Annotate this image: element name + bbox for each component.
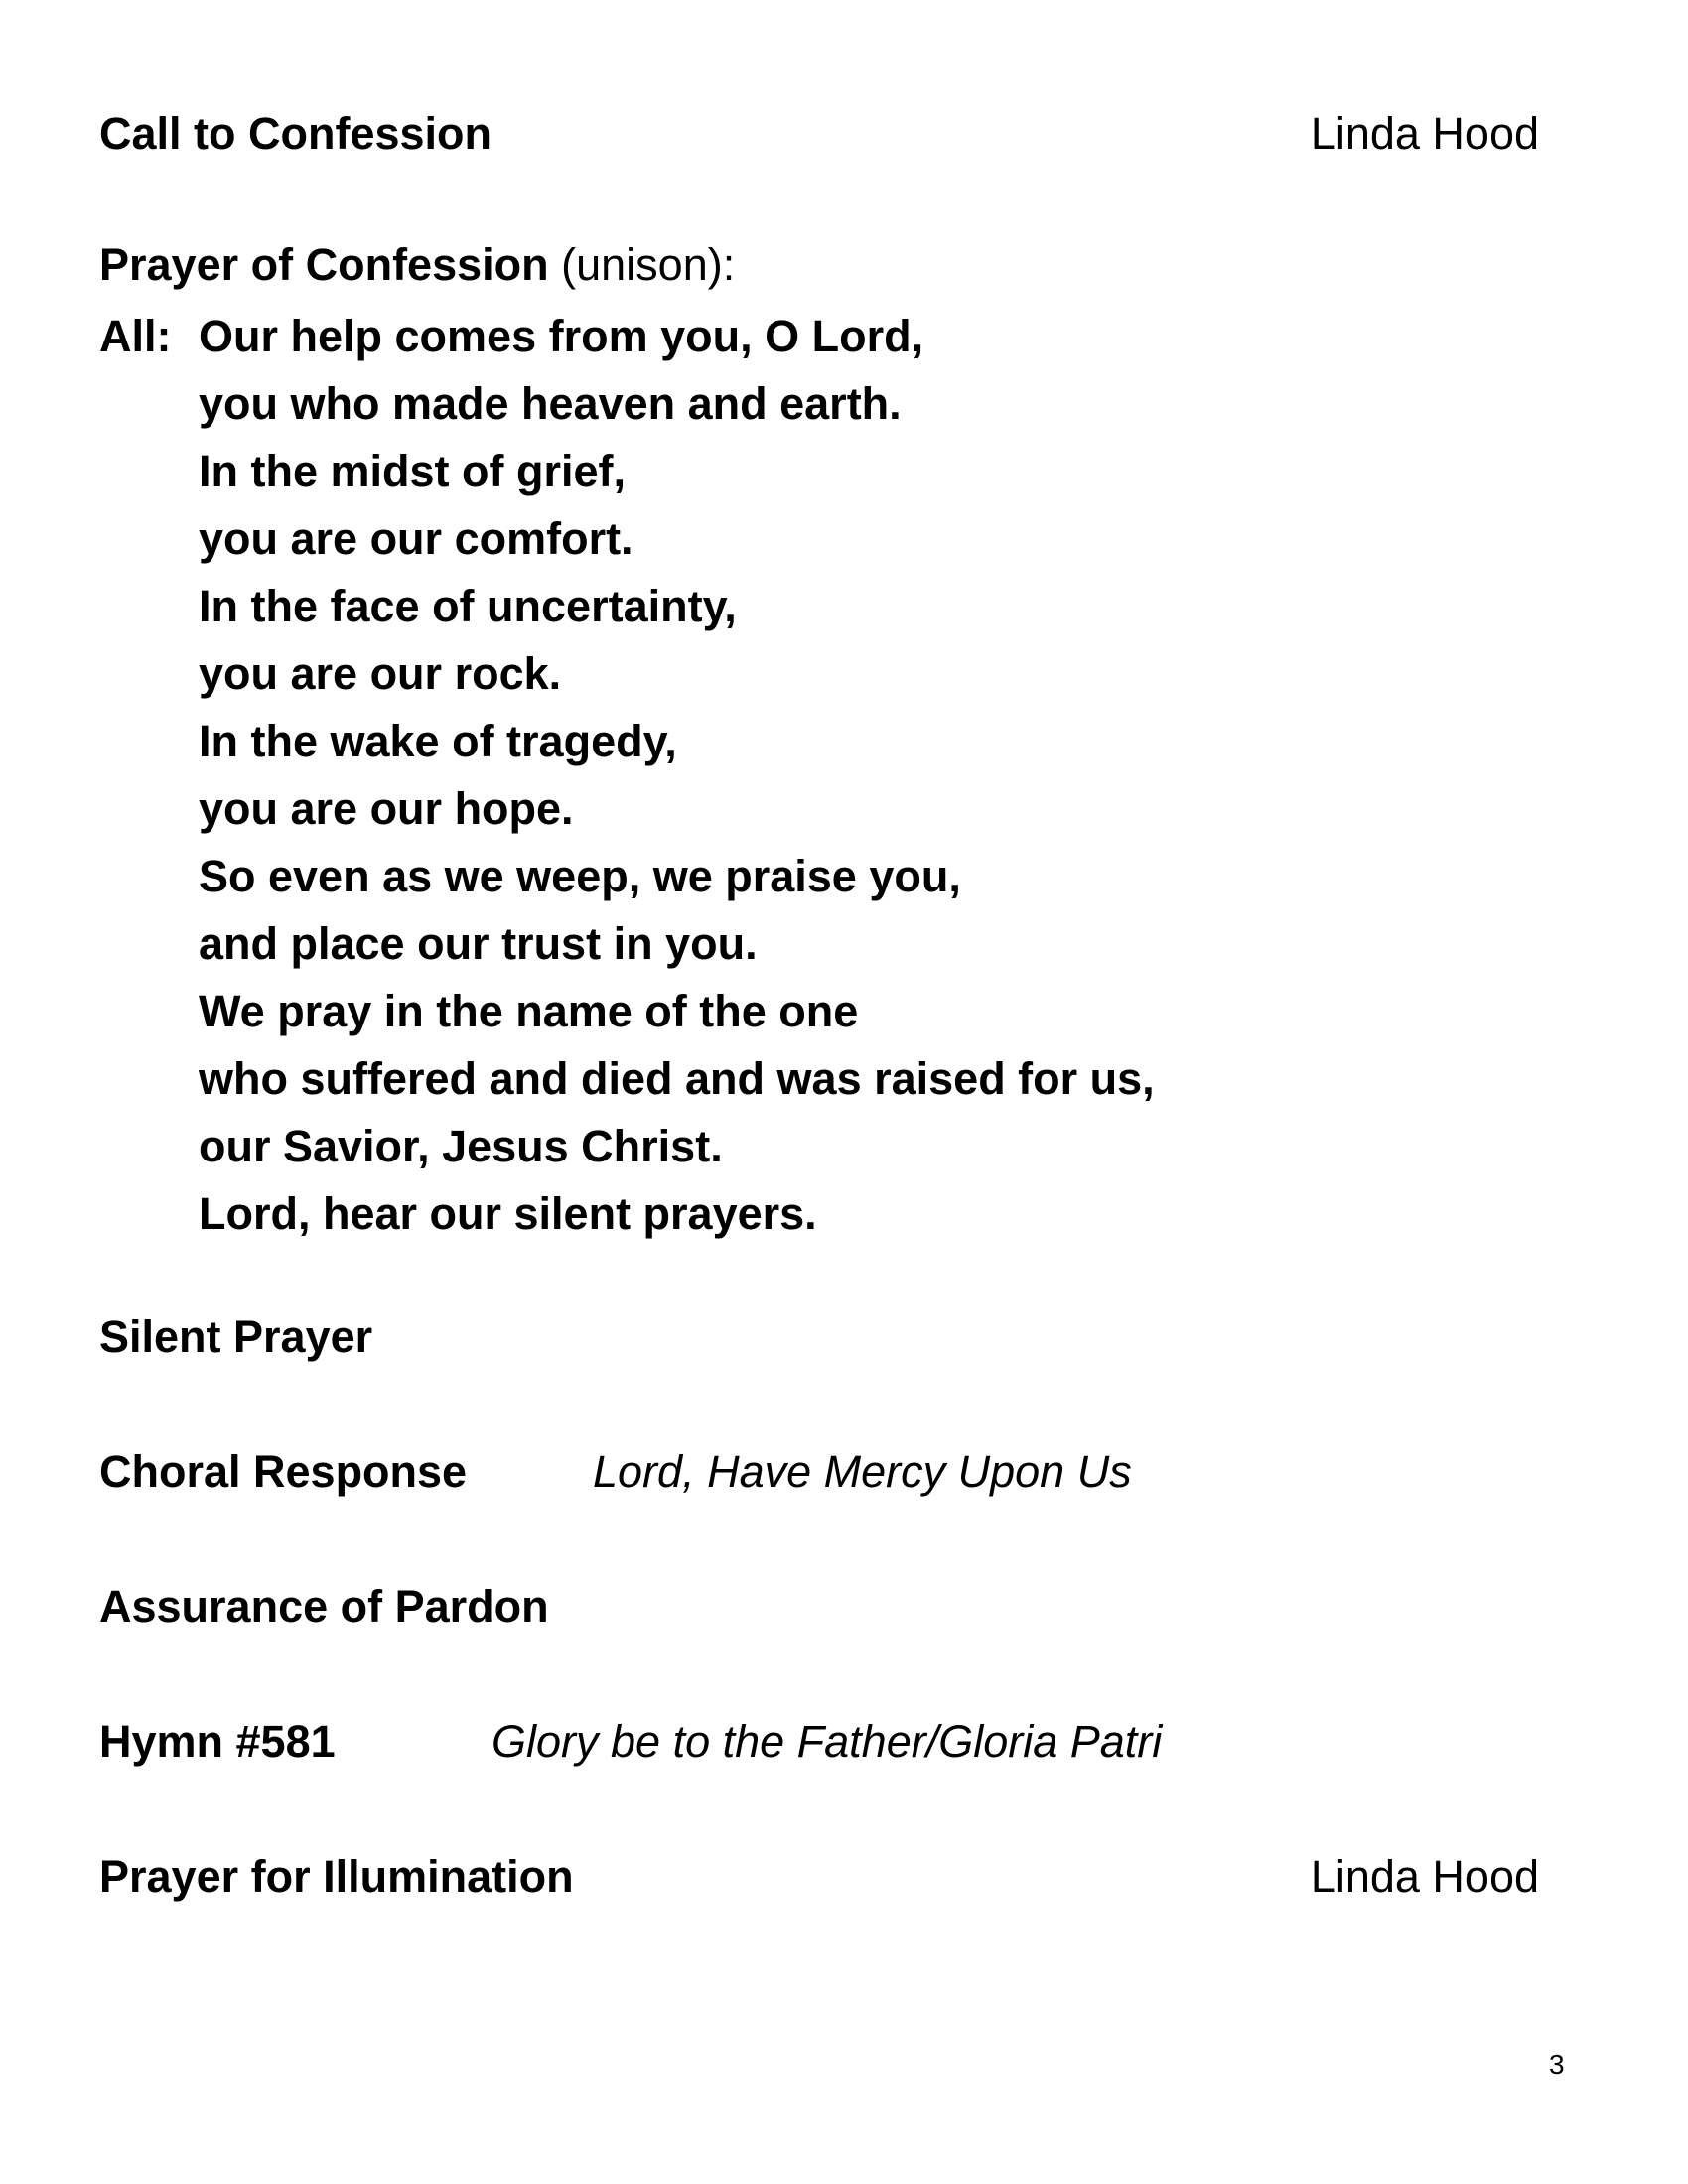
choral-response-row (99, 1442, 1539, 1502)
hymn-piece: Glory be to the Father/Gloria Patri (492, 1716, 1163, 1767)
silent-prayer-title: Silent Prayer (99, 1311, 373, 1362)
call-to-confession-leader: Linda Hood (1310, 108, 1539, 159)
prayer-line: In the face of uncertainty, (199, 581, 737, 631)
assurance-of-pardon-title: Assurance of Pardon (99, 1581, 549, 1632)
assurance-of-pardon-row (99, 1577, 1539, 1637)
prayer-line: you who made heaven and earth. (199, 378, 902, 429)
prayer-speaker-label: All: (99, 311, 172, 361)
prayer-line: So even as we weep, we praise you, (199, 851, 961, 901)
choral-response-piece: Lord, Have Mercy Upon Us (593, 1446, 1132, 1497)
prayer-line: Lord, hear our silent prayers. (199, 1188, 817, 1239)
prayer-line: Our help comes from you, O Lord, (199, 311, 924, 361)
prayer-lines (199, 303, 1390, 1248)
prayer-of-confession-title: Prayer of Confession (99, 239, 549, 290)
choral-response-title: Choral Response (99, 1446, 468, 1497)
page-number: 3 (1549, 2049, 1565, 2080)
prayer-line: We pray in the name of the one (199, 986, 859, 1036)
silent-prayer-row (99, 1307, 1539, 1367)
prayer-line: our Savior, Jesus Christ. (199, 1121, 723, 1171)
prayer-for-illumination-title: Prayer for Illumination (99, 1851, 574, 1902)
prayer-of-confession-note: (unison): (561, 239, 736, 290)
prayer-for-illumination-leader: Linda Hood (1310, 1851, 1539, 1902)
prayer-line: In the wake of tragedy, (199, 716, 677, 766)
prayer-line: you are our hope. (199, 783, 574, 834)
hymn-row (99, 1712, 1539, 1772)
prayer-for-illumination-row (99, 1847, 1539, 1907)
prayer-line: you are our comfort. (199, 513, 633, 564)
hymn-title: Hymn #581 (99, 1716, 336, 1767)
prayer-line: and place our trust in you. (199, 918, 758, 969)
prayer-line: you are our rock. (199, 648, 562, 699)
prayer-line: In the midst of grief, (199, 446, 627, 496)
call-to-confession-row (99, 104, 1539, 164)
call-to-confession-title: Call to Confession (99, 108, 492, 159)
prayer-line: who suffered and died and was raised for us, (199, 1053, 1155, 1104)
prayer-of-confession-heading (99, 235, 1539, 295)
